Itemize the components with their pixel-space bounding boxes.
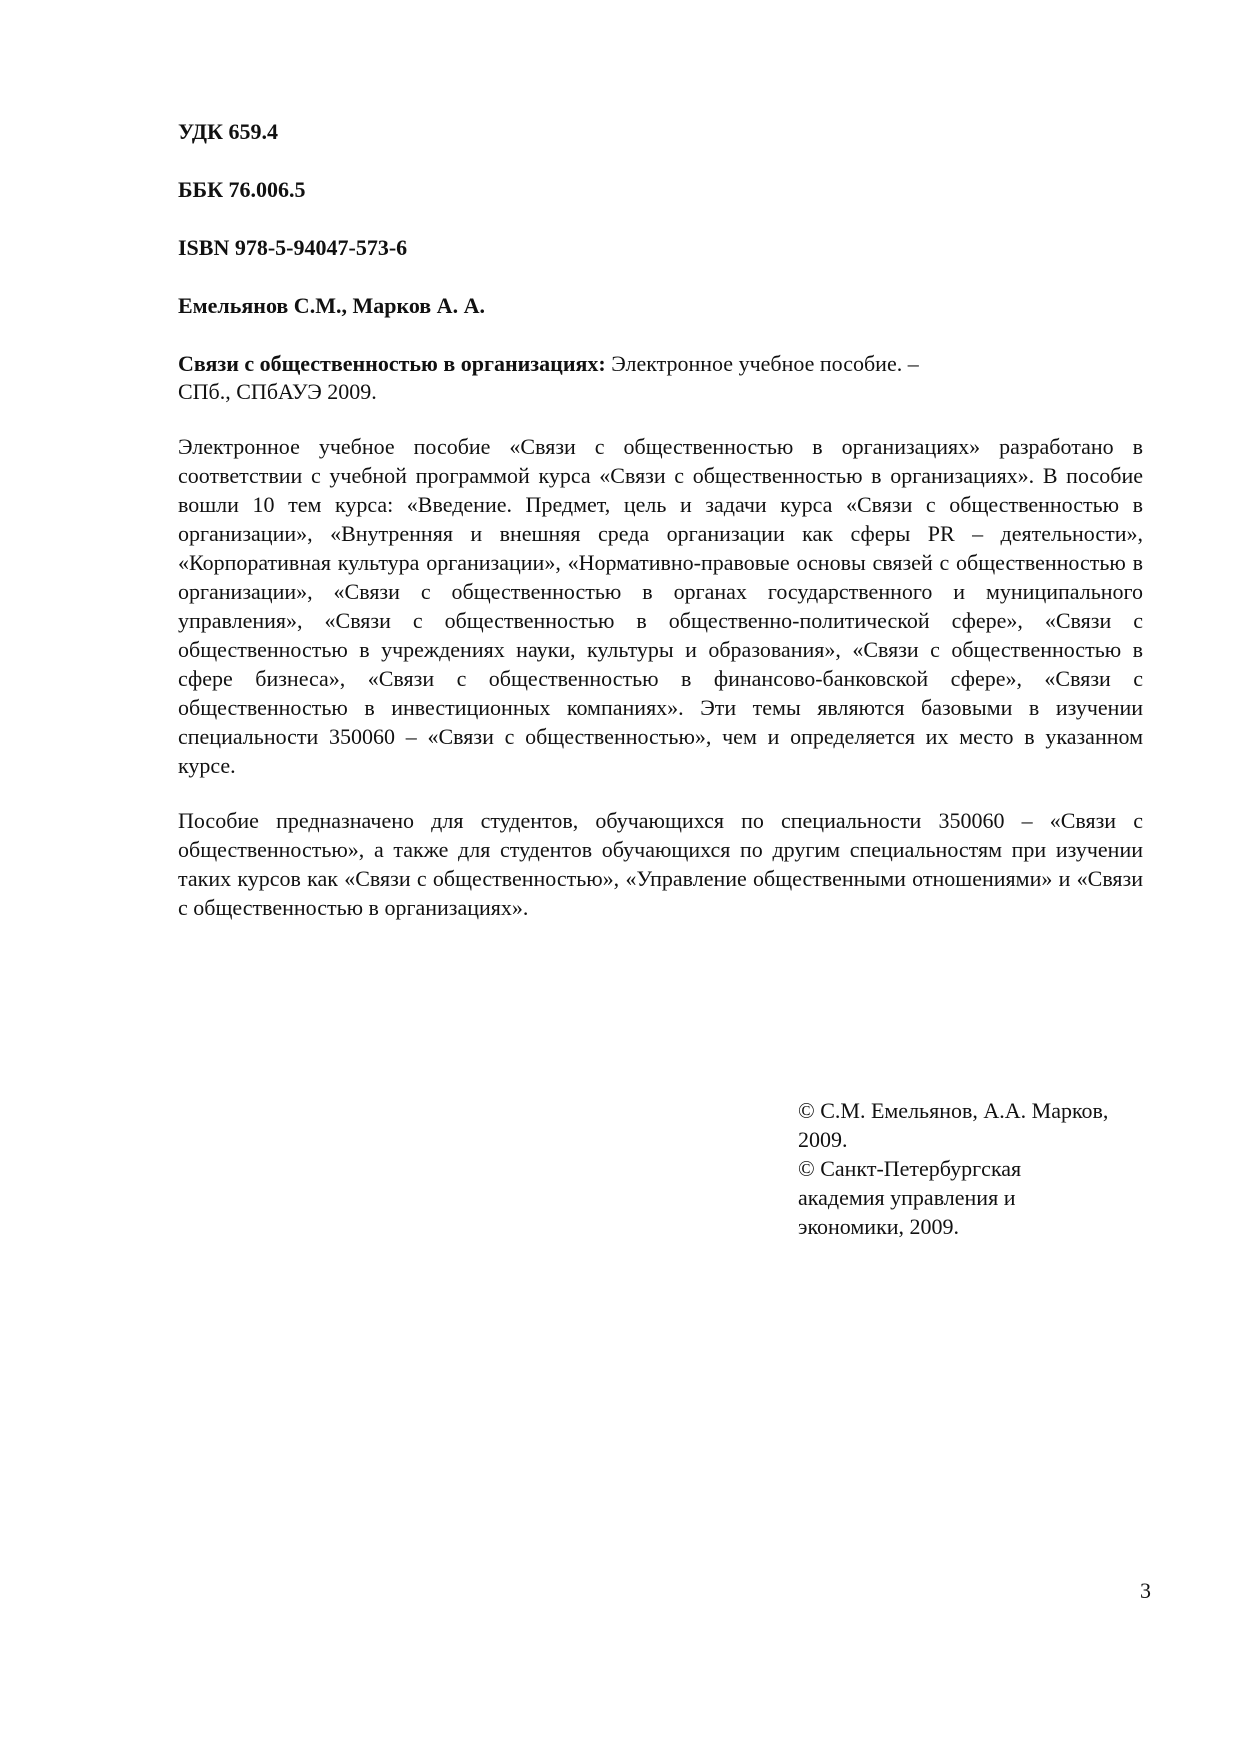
copyright-block bbox=[798, 1096, 1158, 1241]
title-line-1 bbox=[178, 350, 1078, 378]
udk-code: УДК 659.4 bbox=[178, 119, 279, 144]
bbk-code: ББК 76.006.5 bbox=[178, 177, 306, 202]
book-title: Связи с общественностью в организациях: bbox=[178, 351, 606, 376]
copyright-institution-2: академия управления и bbox=[798, 1185, 1016, 1210]
copyright-institution-year: экономики, 2009. bbox=[798, 1214, 960, 1239]
copyright-authors: © С.М. Емельянов, А.А. Марков, bbox=[798, 1098, 1109, 1123]
abstract-paragraph-2: Пособие предназначено для студентов, обучающихся по специальности 350060 – «Связи с общественностью», а также для студентов обучающихся по другим специальностям при изучении таких курсов как «Связи с общественностью», «Управление общественными отношениями» и «Связи с общественностью в организациях». bbox=[178, 808, 1143, 920]
copyright-institution: © Санкт-Петербургская bbox=[798, 1156, 1022, 1181]
authors: Емельянов С.М., Марков А. А. bbox=[178, 293, 485, 318]
copyright-authors-year: 2009. bbox=[798, 1127, 848, 1152]
bibliographic-title bbox=[178, 350, 1078, 406]
publication-info: СПб., СПбАУЭ 2009. bbox=[178, 379, 377, 404]
book-type: Электронное учебное пособие. – bbox=[605, 351, 919, 376]
abstract-paragraph-1: Электронное учебное пособие «Связи с общественностью в организациях» разработано в соответствии с учебной программой курса «Связи с общественностью в организациях». В пособие вошли 10 тем курса: «Введение. Предмет, цель и задачи курса «Связи с общественностью в организации», «Внутренняя и внешняя среда организации как сферы PR – деятельности», «Корпоративная культура организации», «Нормативно-правовые основы связей с общественностью в организации», «Связи с общественностью в органах государственного и муниципального управления», «Связи с общественностью в общественно-политической сфере», «Связи с общественностью в учреждениях науки, культуры и образования», «Связи с общественностью в сфере бизнеса», «Связи с общественностью в финансово-банковской сфере», «Связи с общественностью в инвестиционных компаниях». Эти темы являются базовыми в изучении специальности 350060 – «Связи с общественностью», чем и определяется их место в указанном курсе. bbox=[178, 434, 1143, 778]
page-number: 3 bbox=[1140, 1578, 1151, 1603]
isbn: ISBN 978-5-94047-573-6 bbox=[178, 235, 408, 260]
